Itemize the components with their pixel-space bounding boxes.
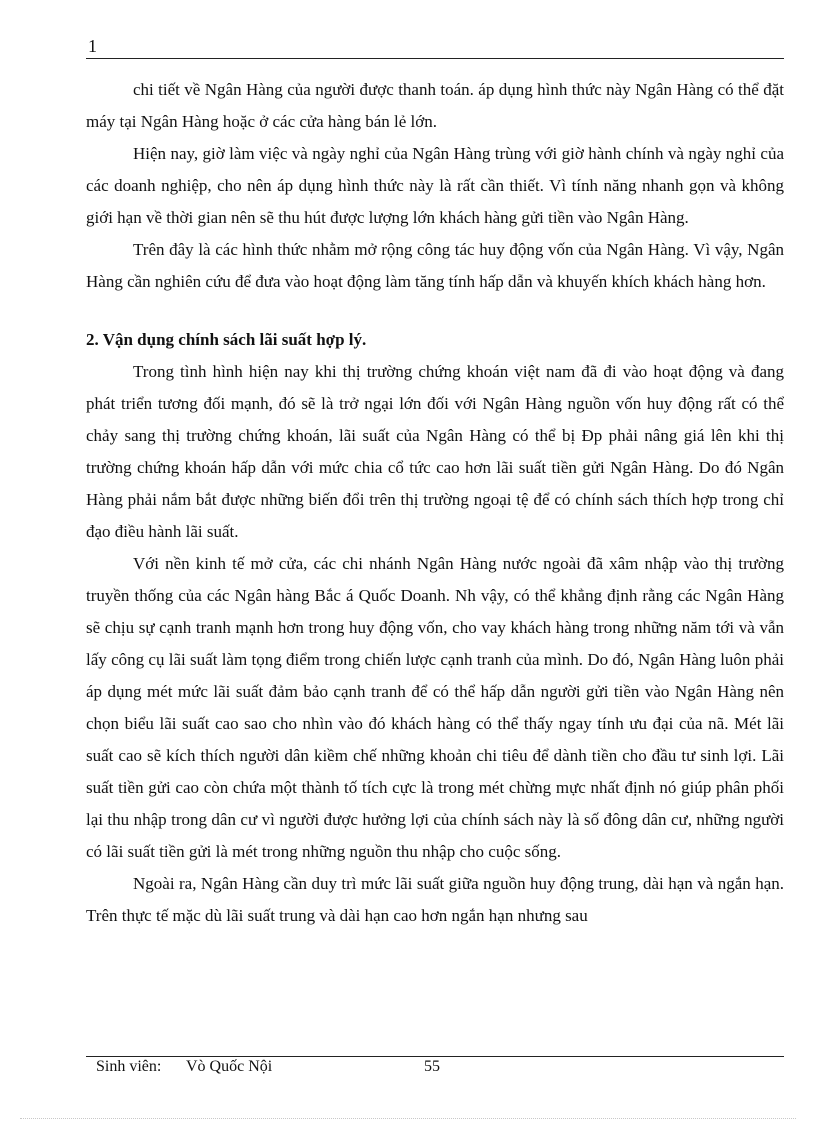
paragraph: Ngoài ra, Ngân Hàng cần duy trì mức lãi suất giữa nguồn huy động trung, dài hạn và ngắn hạn. Trên thực tế mặc dù lãi suất trung và dài hạn cao hơn ngắn hạn nhưng sau bbox=[86, 874, 784, 925]
footer-student bbox=[96, 1058, 272, 1076]
section-heading: 2. Vận dụng chính sách lãi suất hợp lý. bbox=[86, 330, 367, 349]
paragraph: Trong tình hình hiện nay khi thị trường chứng khoán việt nam đã đi vào hoạt động và đang phát triển tương đối mạnh, đó sẽ là trở ngại lớn đối với Ngân Hàng nguồn vốn huy động rất có thể chảy sang thị trường chứng khoán, lãi suất của Ngân Hàng có thể bị Đp phải nâng giá lên khi thị trường chứng khoán hấp dẫn với mức chia cổ tức cao hơn lãi suất tiền gửi Ngân Hàng. Do đó Ngân Hàng phải nắm bắt được những biến đổi trên thị trường ngoại tệ để có chính sách thích hợp trong chỉ đạo điều hành lãi suất. bbox=[86, 362, 784, 541]
paragraph: Với nền kinh tế mở cửa, các chi nhánh Ngân Hàng nước ngoài đã xâm nhập vào thị trường truyền thống của các Ngân hàng Bắc á Quốc Doanh. Nh vậy, có thể khẳng định rằng các Ngân Hàng sẽ chịu sự cạnh tranh mạnh hơn trong huy động vốn, cho vay khách hàng trong những năm tới và vẫn lấy công cụ lãi suất làm tọng điểm trong chiến lược cạnh tranh của mình. Do đó, Ngân Hàng luôn phải áp dụng mét mức lãi suất đảm bảo cạnh tranh để có thể hấp dẫn người gửi tiền vào Ngân Hàng nên chọn biểu lãi suất cao sao cho nhìn vào đó khách hàng có thể thấy ngay tính ưu đại của nã. Mét lãi suất cao sẽ kích thích người dân kiềm chế những khoản chi tiêu để dành tiền cho đầu tư sinh lợi. Lãi suất tiền gửi cao còn chứa một thành tố tích cực là trong mét chừng mực nhất định nó giúp phân phối lại thu nhập trong dân cư vì người được hưởng lợi của chính sách này là số đông dân cư, những người có lãi suất tiền gửi là mét trong những nguồn thu nhập cho cuộc sống. bbox=[86, 554, 784, 861]
footer-divider bbox=[86, 1056, 784, 1057]
paragraph: Hiện nay, giờ làm việc và ngày nghỉ của Ngân Hàng trùng với giờ hành chính và ngày nghỉ của các doanh nghiệp, cho nên áp dụng hình thức này là rất cần thiết. Vì tính năng nhanh gọn và không giới hạn về thời gian nên sẽ thu hút được lượng lớn khách hàng gửi tiền vào Ngân Hàng. bbox=[86, 144, 784, 227]
paragraph: Trên đây là các hình thức nhằm mở rộng công tác huy động vốn của Ngân Hàng. Vì vậy, Ngân Hàng cần nghiên cứu để đưa vào hoạt động làm tăng tính hấp dẫn và khuyến khích khách hàng hơn. bbox=[86, 240, 784, 291]
paragraph: chi tiết về Ngân Hàng của người được thanh toán. áp dụng hình thức này Ngân Hàng có thể đặt máy tại Ngân Hàng hoặc ở các cửa hàng bán lẻ lớn. bbox=[86, 80, 784, 131]
page-edge-divider bbox=[20, 1118, 796, 1119]
header-divider bbox=[86, 58, 784, 59]
footer-student-label: Sinh viên: bbox=[96, 1058, 162, 1075]
document-body bbox=[86, 74, 784, 932]
footer-student-name: Vò Quốc Nội bbox=[186, 1058, 273, 1075]
header-page-marker: 1 bbox=[88, 36, 97, 56]
footer-page-number: 55 bbox=[424, 1058, 440, 1075]
